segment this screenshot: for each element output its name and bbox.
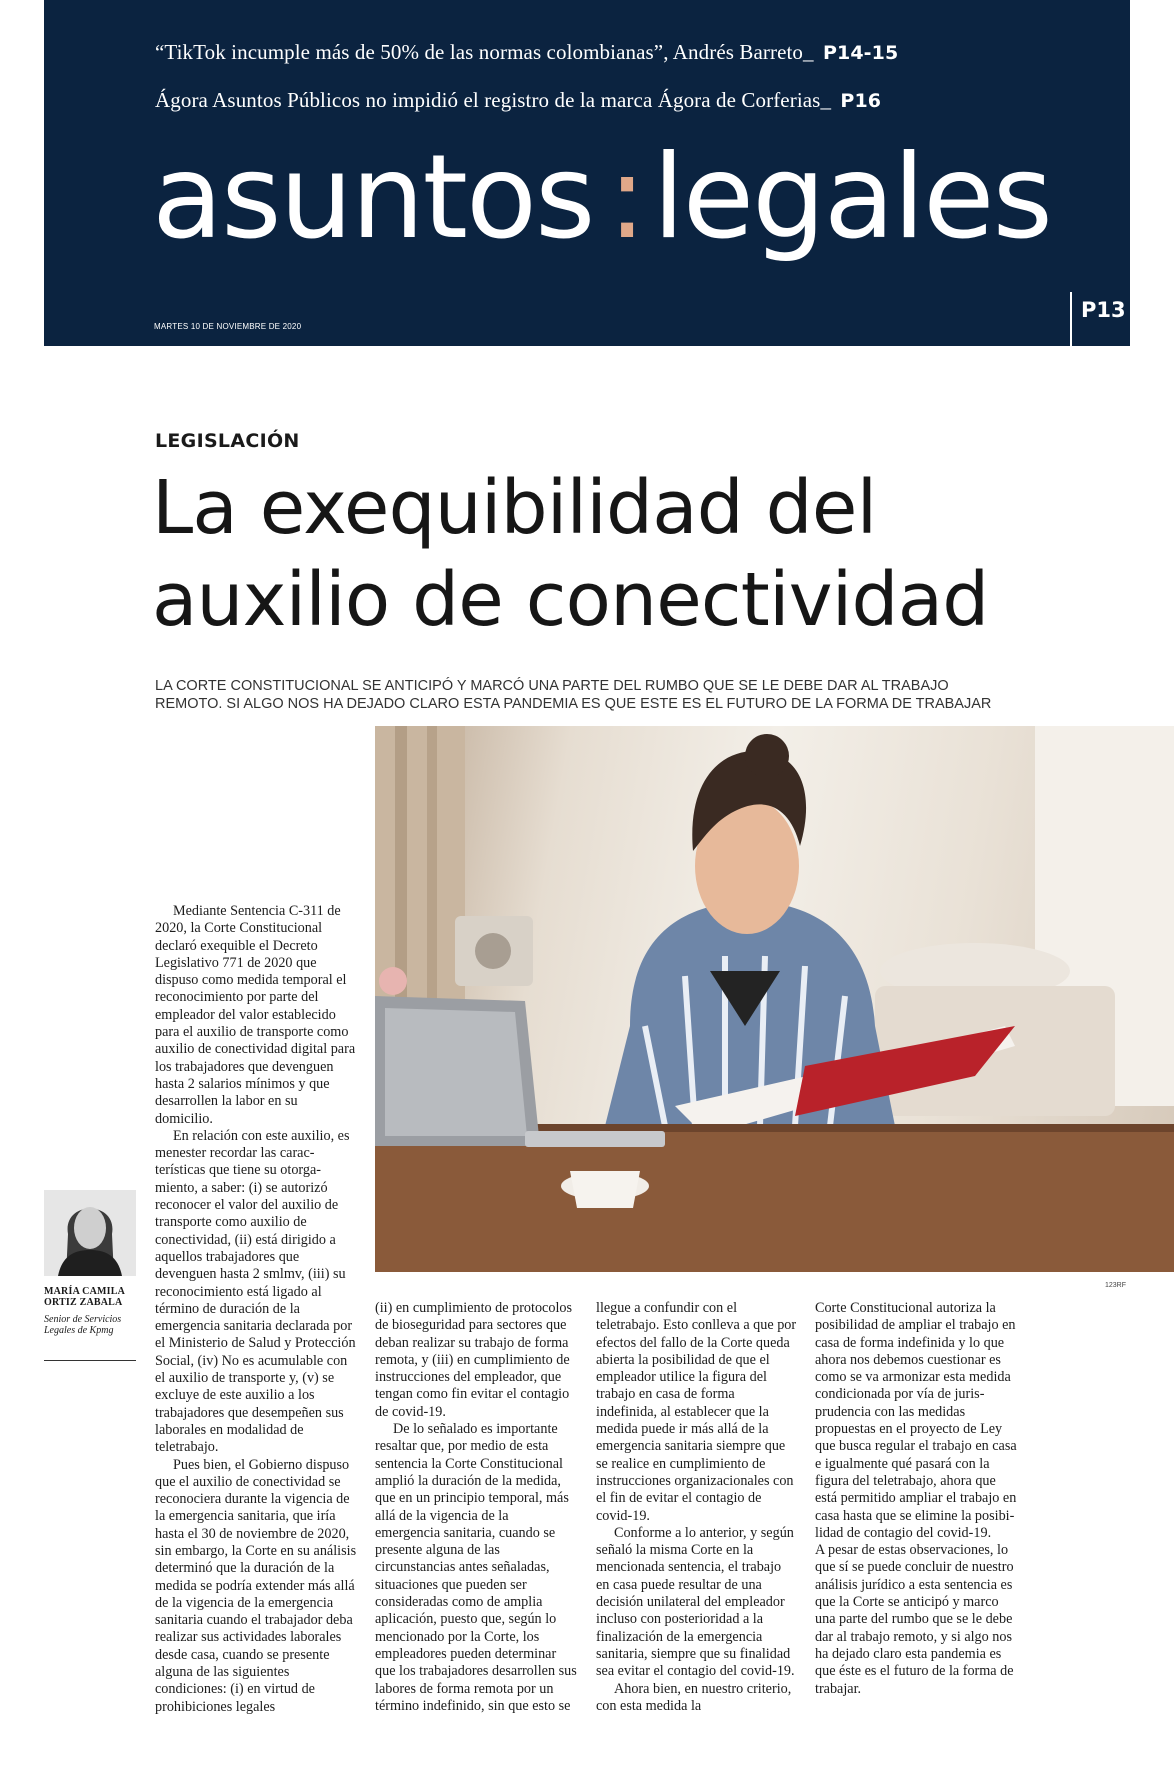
article-column-3: [596, 1300, 798, 1715]
issue-date: MARTES 10 DE NOVIEMBRE DE 2020: [154, 322, 302, 331]
article-photo: [375, 726, 1174, 1272]
paragraph: Conforme a lo anterior, y según señaló la misma Corte en la mencionada sentencia, el trabajo en casa puede resultar de una decisión unilateral del empleador incluso con posterioridad a la finalización de la emergencia sanitaria, siempre que su finalidad sea evitar el contagio del covid-19.: [596, 1524, 795, 1680]
section-kicker: LEGISLACIÓN: [155, 430, 300, 452]
article-column-2: [375, 1300, 577, 1715]
paragraph: A pesar de estas observaciones, lo que sí se puede concluir de nuestro análisis jurídico a esta sentencia es que la Corte se anticipó y marco una parte del rumbo que se le debe dar al trabajo remoto, y si algo nos ha dejado claro esta pandemia es que éste es el futuro de la forma de trabajar.: [815, 1542, 1014, 1697]
teaser-page: P14-15: [823, 42, 899, 64]
headline: [152, 462, 988, 646]
paragraph: Ahora bien, en nuestro criterio, con esta medida la: [596, 1680, 792, 1714]
article-column-4: [815, 1300, 1017, 1698]
headline-line-2: auxilio de conectividad: [152, 557, 989, 643]
teaser-page: P16: [840, 90, 882, 112]
teaser-agora[interactable]: [155, 88, 881, 113]
author-avatar: [44, 1190, 136, 1276]
masthead: [44, 0, 1130, 346]
woman-reading-illustration: [375, 726, 1174, 1272]
article-column-1: [155, 903, 357, 1716]
author-name: MARÍA CAMILA ORTIZ ZABALA: [44, 1286, 125, 1308]
teaser-text: Ágora Asuntos Públicos no impidió el registro de la marca Ágora de Corferias_: [155, 88, 832, 112]
paragraph: (ii) en cumplimiento de protocolos de bioseguridad para sectores que deban realizar su trabajo de forma remota, y (iii) en cumplimiento de instrucciones del empleador, que tengan como fin evitar el contagio de covid-19.: [375, 1300, 573, 1420]
logo-colon: :: [607, 130, 645, 265]
paragraph: llegue a confundir con el teletrabajo. Esto conlleva a que por efectos del fallo de la Corte queda abierta la posibilidad de que el empleador utilice la figura del trabajo en casa de forma indefinida, al establecer que la medida puede ir más allá de la emergencia sanitaria siempre que se realice en cumplimiento de instrucciones organizacionales con el fin de evitar el contagio de covid-19.: [596, 1300, 797, 1524]
paragraph: De lo señalado es importante resaltar que, por medio de esta sentencia la Corte Constitucional amplió la duración de la medida, que en un principio temporal, más allá de la vigencia de la emergencia sanitaria, cuando se presente alguna de las circunstancias antes señaladas, situaciones que pueden ser consideradas como de amplia aplicación, puesto que, según lo mencionado por la Corte, los empleadores pueden determinar que los trabajadores desarrollen sus labores de forma remota por un término indefinido, sin que esto se: [375, 1421, 577, 1714]
author-portrait-illustration: [44, 1190, 136, 1276]
page-number: P13: [1070, 292, 1140, 346]
paragraph: Corte Constitucional autoriza la posibilidad de ampliar el trabajo en casa de forma indefinida y lo que ahora nos debemos cuestionar es como se va armonizar esta medida condicionada por vía de jurisprudencia con las medidas propuestas en el proyecto de Ley que busca regular el trabajo en casa e igualmente qué pasará con la figura del teletrabajo, ahora que está permitido ampliar el trabajo en casa hasta que se elimine la posibilidad de contagio del covid-19.: [815, 1300, 1017, 1541]
paragraph: Mediante Sentencia C-311 de 2020, la Corte Constitucional declaró exequible el Decreto Legislativo 771 de 2020 que dispuso como medida temporal el reconocimiento por parte del empleador del valor establecido para el auxilio de transporte como auxilio de conectividad digital para los trabajadores que devenguen hasta 2 salarios mínimos y que desarrollen la labor en su domicilio.: [155, 903, 356, 1127]
author-role: Senior de Servicios Legales de Kpmg: [44, 1314, 122, 1336]
logo-word-legales: legales: [652, 130, 1051, 265]
section-logo: [152, 130, 1051, 265]
logo-word-asuntos: asuntos: [152, 130, 594, 265]
photo-credit: 123RF: [1105, 1282, 1127, 1289]
author-divider: [44, 1360, 136, 1361]
headline-line-1: La exequibilidad del: [152, 465, 877, 551]
paragraph: Pues bien, el Gobierno dispuso que el auxilio de conectividad se reconociera durante la vigencia de la emergencia sanitaria, que iría hasta el 30 de noviembre de 2020, sin embargo, la Corte en su análisis determinó que la duración de la medida se podría extender más allá de la vigencia de la emergencia sanitaria cuando el trabajador deba realizar sus actividades laborales desde casa, cuando se presente alguna de las siguientes condiciones: (i) en virtud de prohibiciones legales: [155, 1456, 357, 1715]
deck-summary: LA CORTE CONSTITUCIONAL SE ANTICIPÓ Y MARCÓ UNA PARTE DEL RUMBO QUE SE LE DEBE DAR AL TRABAJO REMOTO. SI ALGO NOS HA DEJADO CLARO ESTA PANDEMIA ES QUE ESTE ES EL FUTURO DE LA FORMA DE TRABAJAR: [155, 678, 992, 712]
paragraph: En relación con este auxilio, es menester recordar las características que tiene su otorgamiento, a saber: (i) se autorizó reconocer el valor del auxilio de transporte como auxilio de conectividad, (ii) está dirigido a aquellos trabajadores que devenguen hasta 2 smlmv, (iii) su reconocimiento está ligado al término de duración de la emergencia sanitaria declarada por el Ministerio de Salud y Protección Social, (iv) No es acumulable con el auxilio de transporte y, (v) se excluye de este auxilio a los trabajadores que desempeñen sus laborales en modalidad de teletrabajo.: [155, 1127, 356, 1456]
teaser-text: “TikTok incumple más de 50% de las normas colombianas”, Andrés Barreto_: [155, 40, 814, 64]
teaser-tiktok[interactable]: [155, 40, 898, 65]
